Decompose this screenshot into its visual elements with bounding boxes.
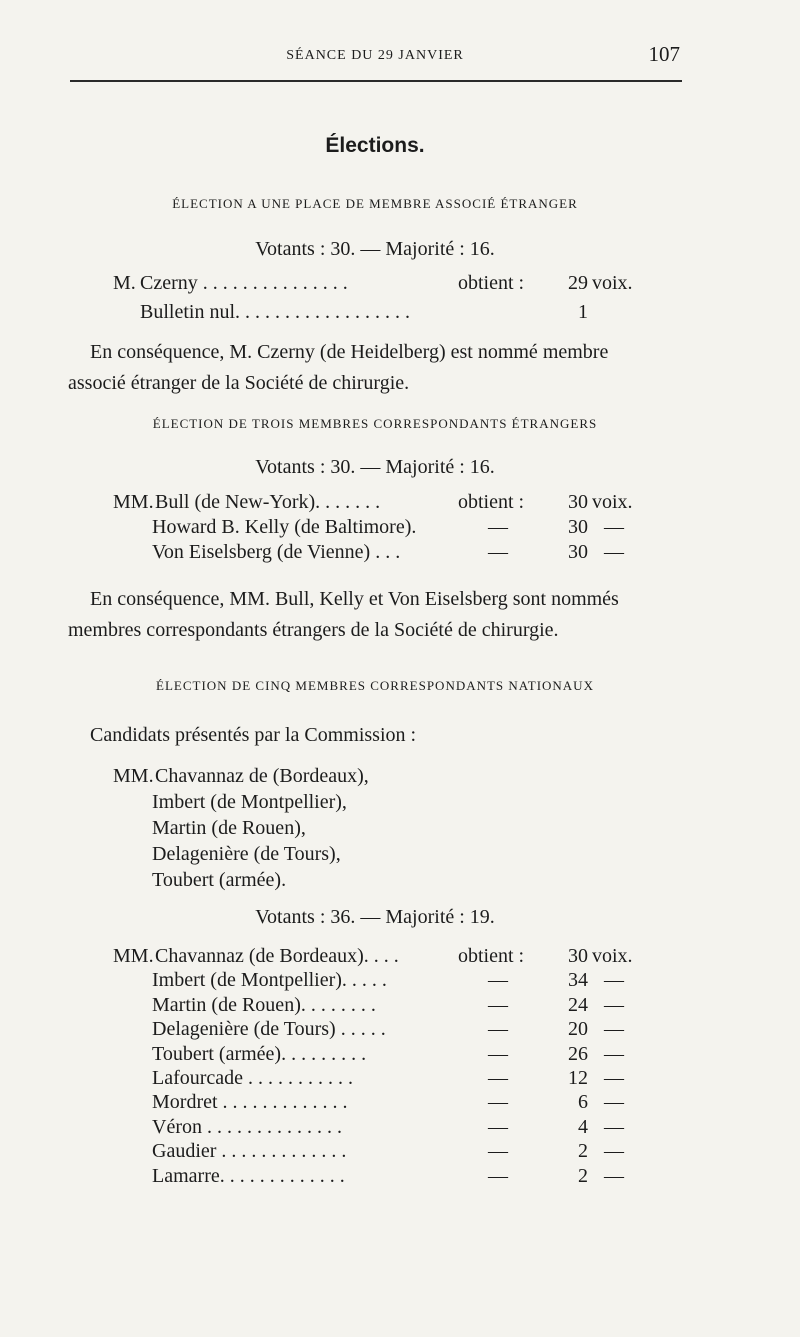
row-votes: 20 bbox=[568, 1018, 588, 1041]
row-obtient: obtient : bbox=[458, 945, 525, 967]
row-unit: — bbox=[604, 1018, 624, 1041]
section2-result-row bbox=[0, 516, 800, 542]
row-votes: 30 bbox=[568, 945, 588, 967]
row-votes: 24 bbox=[568, 993, 588, 1016]
candidate-item: Chavannaz de (Bordeaux), bbox=[155, 765, 369, 787]
section3-result-row bbox=[0, 994, 800, 1020]
row-votes: 1 bbox=[578, 301, 588, 323]
row-votes: 2 bbox=[578, 1140, 588, 1163]
row-unit: — bbox=[604, 969, 624, 992]
section1-conclusion bbox=[68, 337, 680, 399]
candidate-item: Martin (de Rouen), bbox=[152, 817, 306, 839]
section3-votants: Votants : 36. — Majorité : 19. bbox=[255, 906, 495, 928]
section2-heading: ÉLECTION DE TROIS MEMBRES CORRESPONDANTS ÉTRANGERS bbox=[152, 416, 598, 431]
row-name: Toubert (armée). . . . . . . . . bbox=[152, 1042, 367, 1065]
section2-votants: Votants : 30. — Majorité : 16. bbox=[255, 456, 495, 478]
section3-result-row bbox=[0, 969, 800, 995]
row-obtient: — bbox=[488, 1164, 508, 1187]
row-prefix: MM. bbox=[113, 945, 154, 967]
section3-result-row bbox=[0, 1140, 800, 1166]
row-unit: — bbox=[604, 1164, 624, 1187]
row-name: Gaudier . . . . . . . . . . . . . bbox=[152, 1140, 347, 1163]
candidates-prefix: MM. bbox=[113, 765, 154, 787]
row-prefix: MM. bbox=[113, 491, 154, 513]
row-unit: voix. bbox=[592, 491, 633, 513]
candidate-item: Toubert (armée). bbox=[152, 869, 287, 891]
section2-result-row bbox=[0, 491, 800, 517]
section1-votants: Votants : 30. — Majorité : 16. bbox=[255, 238, 495, 260]
page-header bbox=[70, 40, 680, 70]
section3-result-row bbox=[0, 945, 800, 971]
row-name: Von Eiselsberg (de Vienne) . . . bbox=[152, 541, 401, 563]
row-obtient: — bbox=[488, 516, 508, 538]
row-unit: — bbox=[604, 516, 624, 538]
row-votes: 6 bbox=[578, 1091, 588, 1114]
candidate-item: Imbert (de Montpellier), bbox=[152, 791, 347, 813]
section3-result-row bbox=[0, 1043, 800, 1069]
row-unit: — bbox=[604, 993, 624, 1016]
row-unit: — bbox=[604, 541, 624, 563]
row-name: Chavannaz (de Bordeaux). . . . bbox=[155, 945, 399, 967]
section1-result-row bbox=[0, 272, 800, 298]
page-number: 107 bbox=[648, 42, 680, 66]
section2-result-row bbox=[0, 541, 800, 567]
row-obtient: — bbox=[488, 1018, 508, 1041]
row-name: Delagenière (de Tours) . . . . . bbox=[152, 1018, 386, 1041]
section3-result-row bbox=[0, 1018, 800, 1044]
row-name: Howard B. Kelly (de Baltimore). bbox=[152, 516, 417, 538]
row-votes: 30 bbox=[568, 516, 588, 538]
row-obtient: — bbox=[488, 1042, 508, 1065]
section2-conclusion bbox=[68, 584, 680, 646]
row-unit: — bbox=[604, 1091, 624, 1114]
row-name: Véron . . . . . . . . . . . . . . bbox=[152, 1115, 342, 1138]
row-votes: 12 bbox=[568, 1067, 588, 1089]
row-unit: — bbox=[604, 1140, 624, 1163]
row-votes: 34 bbox=[568, 969, 588, 992]
row-name: Czerny . . . . . . . . . . . . . . . bbox=[140, 272, 348, 294]
row-votes: 26 bbox=[568, 1042, 588, 1065]
section1-result-row bbox=[0, 301, 800, 327]
row-obtient: — bbox=[488, 969, 508, 992]
row-unit: — bbox=[604, 1042, 624, 1065]
conclusion-line: En conséquence, MM. Bull, Kelly et Von Eiselsberg sont nommés bbox=[90, 588, 619, 610]
row-unit: voix. bbox=[592, 272, 633, 294]
conclusion-line: membres correspondants étrangers de la Société de chirurgie. bbox=[68, 619, 559, 641]
conclusion-line: associé étranger de la Société de chirurgie. bbox=[68, 372, 410, 394]
row-name: Lamarre. . . . . . . . . . . . . bbox=[152, 1164, 345, 1187]
section3-result-row bbox=[0, 1116, 800, 1142]
row-name: Lafourcade . . . . . . . . . . . bbox=[152, 1067, 354, 1089]
row-votes: 30 bbox=[568, 541, 588, 563]
row-votes: 29 bbox=[568, 272, 588, 294]
section3-heading: ÉLECTION DE CINQ MEMBRES CORRESPONDANTS NATIONAUX bbox=[156, 678, 594, 693]
row-votes: 4 bbox=[578, 1115, 588, 1138]
row-name: Martin (de Rouen). . . . . . . . bbox=[152, 993, 376, 1016]
row-unit: — bbox=[604, 1115, 624, 1138]
section3-result-row bbox=[0, 1091, 800, 1117]
row-obtient: — bbox=[488, 1067, 508, 1089]
row-votes: 30 bbox=[568, 491, 588, 513]
section1-heading: ÉLECTION A UNE PLACE DE MEMBRE ASSOCIÉ ÉTRANGER bbox=[172, 196, 578, 211]
row-obtient: — bbox=[488, 993, 508, 1016]
row-obtient: — bbox=[488, 1091, 508, 1114]
row-votes: 2 bbox=[578, 1164, 588, 1187]
row-obtient: — bbox=[488, 1115, 508, 1138]
row-prefix: M. bbox=[113, 272, 136, 294]
row-unit: — bbox=[604, 1067, 624, 1089]
row-name: Bull (de New-York). . . . . . . bbox=[155, 491, 381, 513]
row-obtient: obtient : bbox=[458, 491, 525, 513]
row-obtient: — bbox=[488, 541, 508, 563]
row-obtient: — bbox=[488, 1140, 508, 1163]
running-head: SÉANCE DU 29 JANVIER bbox=[286, 48, 464, 63]
row-name: Bulletin nul. . . . . . . . . . . . . . . . . . bbox=[140, 301, 410, 323]
page-title: Élections. bbox=[325, 134, 425, 157]
section3-result-row bbox=[0, 1165, 800, 1191]
conclusion-line: En conséquence, M. Czerny (de Heidelberg) est nommé membre bbox=[90, 341, 609, 363]
header-rule bbox=[70, 80, 682, 82]
section3-result-row bbox=[0, 1067, 800, 1093]
candidate-item: Delagenière (de Tours), bbox=[152, 843, 341, 865]
row-name: Imbert (de Montpellier). . . . . bbox=[152, 969, 387, 992]
row-unit: voix. bbox=[592, 945, 633, 967]
row-obtient: obtient : bbox=[458, 272, 525, 294]
row-name: Mordret . . . . . . . . . . . . . bbox=[152, 1091, 348, 1114]
candidates-intro: Candidats présentés par la Commission : bbox=[90, 724, 417, 746]
